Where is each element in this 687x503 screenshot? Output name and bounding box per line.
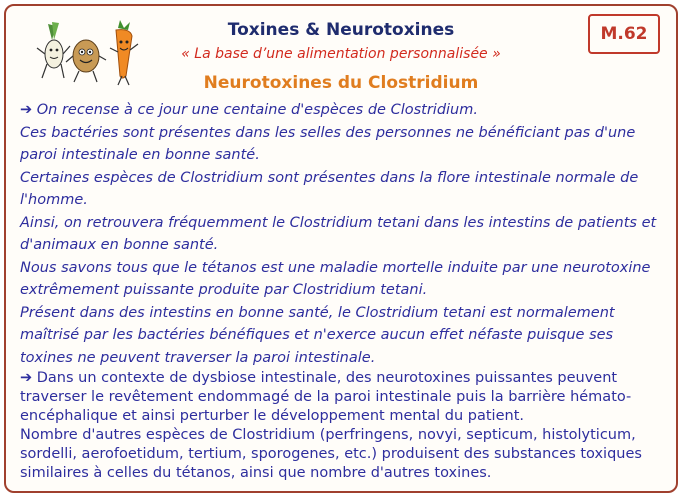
body-text bbox=[20, 99, 668, 483]
document-code-badge: M.62 bbox=[588, 14, 660, 54]
section-title: Neurotoxines du Clostridium bbox=[203, 73, 479, 93]
paragraph-tetanus: Nous savons tous que le tétanos est une maladie mortelle induite par une neurotoxine extrêmement puissante produite par Clostridium tetani. bbox=[20, 259, 651, 298]
paragraph-dysbiosis: ➔ Dans un contexte de dysbiose intestinale, des neurotoxines puissantes peuvent traverser le revêtement endommagé de la paroi intestinale puis la barrière hémato-encéphalique et ainsi perturber le développement mental du patient. bbox=[20, 370, 632, 424]
paragraph-other-species: Nombre d'autres espèces de Clostridium (perfringens, novyi, septicum, histolyticum, sordelli, aerofoetidum, tertium, sporogenes, etc.) produisent des substances toxiques similaires à celles du tétanos, ainsi que nombre d'autres toxines. bbox=[20, 427, 642, 481]
paragraph-control: Présent dans des intestins en bonne santé, le Clostridium tetani est normalement maîtrisé par les bactéries bénéfiques et n'exerce aucun effet néfaste puisque ses toxines ne peuvent traverser la paroi intestinale. bbox=[20, 304, 615, 366]
paragraph-intro: ➔ On recense à ce jour une centaine d'espèces de Clostridium. bbox=[20, 102, 478, 118]
document-card bbox=[4, 4, 678, 493]
paragraph-tetani-presence: Ainsi, on retrouvera fréquemment le Clostridium tetani dans les intestins de patients et d'animaux en bonne santé. bbox=[20, 214, 657, 253]
paragraph-bacteria: Ces bactéries sont présentes dans les selles des personnes ne bénéficiant pas d'une paroi intestinale en bonne santé. bbox=[20, 124, 636, 163]
paragraph-flora: Certaines espèces de Clostridium sont présentes dans la flore intestinale normale de l'homme. bbox=[20, 169, 639, 208]
page-title: Toxines & Neurotoxines bbox=[227, 20, 455, 40]
page-subtitle: « La base d’une alimentation personnalisée » bbox=[181, 46, 501, 62]
